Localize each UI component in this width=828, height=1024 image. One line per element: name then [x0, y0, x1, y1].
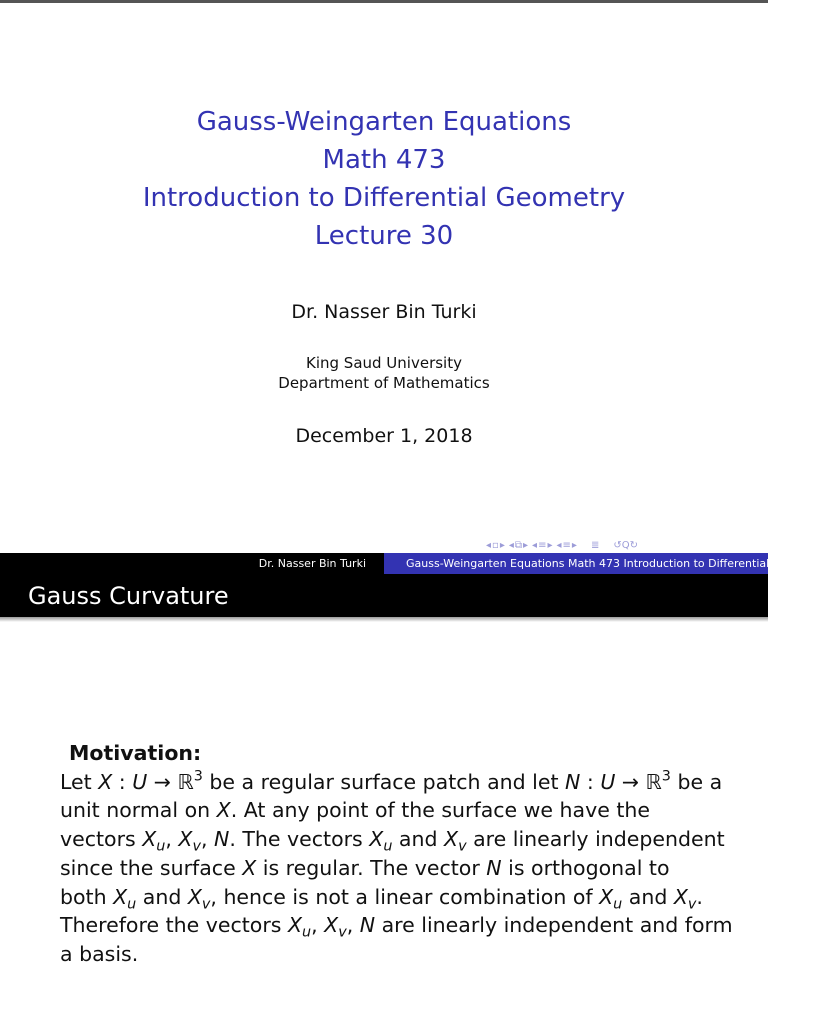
nav-left-icon[interactable]: ◂	[486, 539, 492, 551]
date: December 1, 2018	[295, 425, 473, 447]
paragraph-line-3: vectors $X_u$, $X_v$, N. The vectors $X_u$ and $X_v$ are linearly independent	[60, 827, 725, 855]
align-icon[interactable]: ≣	[590, 539, 600, 551]
presentation-title	[0, 103, 768, 255]
paragraph-line-2: unit normal on X. At any point of the surface we have the	[60, 798, 651, 823]
nav-subsection-group[interactable]	[509, 540, 528, 551]
header-author: Dr. Nasser Bin Turki	[0, 553, 384, 574]
nav-section-group[interactable]	[532, 540, 552, 551]
paragraph-line-6: Therefore the vectors $X_u$, $X_v$, N are linearly independent and form	[60, 913, 733, 941]
motivation-paragraph	[60, 768, 733, 969]
paragraph-line-5: both $X_u$ and $X_v$, hence is not a linear combination of $X_u$ and $X_v$.	[60, 884, 703, 912]
title-line-3: Introduction to Differential Geometry	[142, 183, 626, 213]
title-line-4: Lecture 30	[314, 221, 454, 251]
frame-icon[interactable]: ▫	[492, 539, 499, 551]
nav-right-icon[interactable]: ▸	[499, 539, 505, 551]
nav-right-icon[interactable]: ▸	[547, 539, 553, 551]
title-line-1: Gauss-Weingarten Equations	[196, 107, 572, 137]
header-title: Gauss-Weingarten Equations Math 473 Introduction to Differential Geometry	[384, 553, 768, 574]
paragraph-line-4: since the surface X is regular. The vector N is orthogonal to	[60, 855, 670, 880]
author: Dr. Nasser Bin Turki	[291, 301, 477, 323]
paragraph-line-1: Let X : U → ℝ$^3$ be a regular surface patch and let N : U → ℝ$^3$ be a	[60, 768, 723, 794]
institution	[0, 353, 768, 393]
nav-right-icon[interactable]: ▸	[571, 539, 577, 551]
section-icon[interactable]: ≡	[538, 539, 547, 551]
search-back-forward-icon[interactable]: ↺Q↻	[613, 539, 638, 551]
nav-right-icon[interactable]: ▸	[523, 539, 529, 551]
nav-part-group[interactable]	[557, 540, 577, 551]
frame-title: Gauss Curvature	[0, 574, 768, 617]
nav-left-icon[interactable]: ◂	[508, 539, 514, 551]
title-line-2: Math 473	[322, 145, 446, 175]
navigation-symbols	[486, 536, 638, 554]
paragraph-line-7: a basis.	[60, 941, 139, 966]
content-slide	[0, 553, 828, 1024]
nav-left-icon[interactable]: ◂	[532, 539, 538, 551]
nav-frame-group[interactable]	[486, 540, 505, 551]
subsection-icon[interactable]: ⧉	[514, 539, 523, 551]
motivation-block	[60, 739, 733, 969]
part-icon[interactable]: ≡	[562, 539, 571, 551]
motivation-heading: Motivation:	[69, 741, 202, 765]
frame-title-shadow	[0, 617, 768, 622]
headline-bar	[0, 553, 828, 574]
nav-left-icon[interactable]: ◂	[556, 539, 562, 551]
institution-line-1: King Saud University	[306, 354, 462, 372]
institution-line-2: Department of Mathematics	[278, 374, 490, 392]
